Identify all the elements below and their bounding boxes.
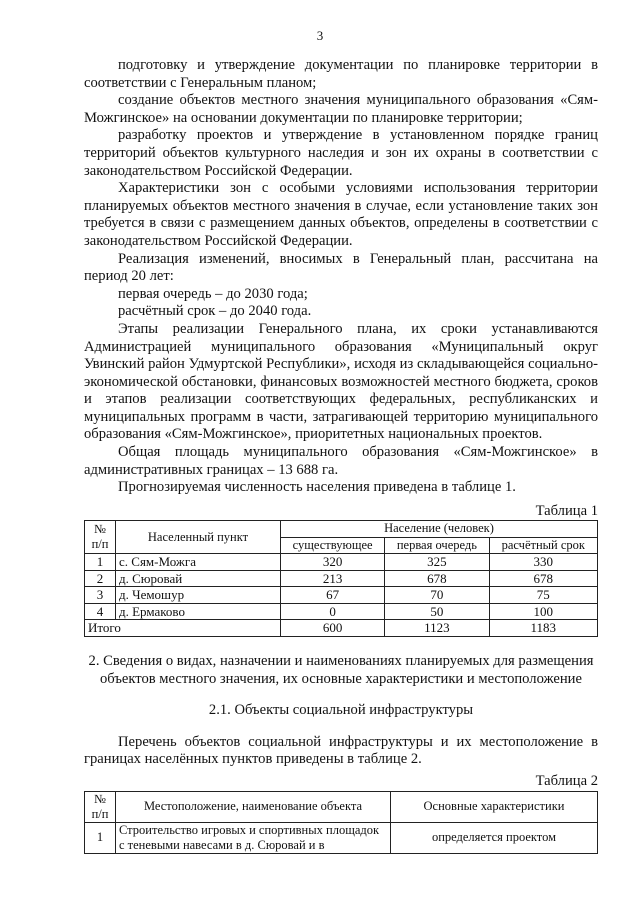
table1-caption: Таблица 1: [535, 502, 598, 519]
row-num: 1: [85, 822, 116, 853]
row-final-stage: 330: [489, 554, 597, 571]
paragraph: Перечень объектов социальной инфраструктуры и их местоположение в границах населённых пунктов приведены в таблице 2.: [84, 733, 598, 768]
header-num: № п/п: [85, 791, 116, 822]
header-name: Населенный пункт: [116, 521, 281, 554]
table-row: [85, 603, 598, 620]
row-final-stage: 100: [489, 603, 597, 620]
row-first-stage: 678: [385, 570, 489, 587]
paragraph: Общая площадь муниципального образования «Сям-Можгинское» в административных границах – 13 688 га.: [84, 444, 598, 478]
row-final-stage: 75: [489, 587, 597, 604]
header-characteristics: Основные характеристики: [391, 791, 598, 822]
row-num: 1: [85, 554, 116, 571]
total-final-stage: 1183: [489, 620, 597, 637]
header-first-stage: первая очередь: [385, 537, 489, 554]
table2-caption: Таблица 2: [535, 772, 598, 789]
row-first-stage: 70: [385, 587, 489, 604]
population-table: [84, 520, 598, 637]
header-final-stage: расчётный срок: [489, 537, 597, 554]
page-number: 3: [316, 28, 324, 43]
row-location: Строительство игровых и спортивных площадок с теневыми навесами в д. Сюровай и в: [116, 822, 391, 853]
document-body: [84, 57, 598, 854]
header-existing: существующее: [281, 537, 385, 554]
row-name: д. Сюровай: [116, 570, 281, 587]
table-row: [85, 554, 598, 571]
header-num: № п/п: [85, 521, 116, 554]
section-2-title: 2. Сведения о видах, назначении и наименованиях планируемых для размещения объектов местного значения, их основные характеристики и местоположение: [88, 652, 594, 687]
section-2-1-title: 2.1. Объекты социальной инфраструктуры: [208, 702, 474, 719]
row-final-stage: 678: [489, 570, 597, 587]
table-total-row: [85, 620, 598, 637]
row-first-stage: 50: [385, 603, 489, 620]
paragraph: Реализация изменений, вносимых в Генеральный план, рассчитана на период 20 лет:: [84, 250, 598, 285]
row-existing: 67: [281, 587, 385, 604]
paragraph: разработку проектов и утверждение в установленном порядке границ территорий объектов культурного наследия и зон их охраны в соответствии с законодательством Российской Федерации.: [84, 127, 598, 179]
row-num: 2: [85, 570, 116, 587]
paragraph: расчётный срок – до 2040 года.: [118, 303, 312, 320]
paragraph: Характеристики зон с особыми условиями использования территории планируемых объектов местного значения в случае, если установление таких зон требуется в связи с размещением данных объектов, определены в соответствии с законодательством Российской Федерации.: [84, 180, 598, 249]
row-characteristics: определяется проектом: [391, 822, 598, 853]
row-name: с. Сям-Можга: [116, 554, 281, 571]
total-first-stage: 1123: [385, 620, 489, 637]
total-label: Итого: [85, 620, 281, 637]
row-existing: 0: [281, 603, 385, 620]
row-name: д. Чемошур: [116, 587, 281, 604]
paragraph: создание объектов местного значения муниципального образования «Сям-Можгинское» на основании документации по планировке территории;: [84, 92, 598, 126]
row-num: 3: [85, 587, 116, 604]
row-existing: 213: [281, 570, 385, 587]
paragraph: Прогнозируемая численность населения приведена в таблице 1.: [118, 479, 516, 496]
header-population: Население (человек): [281, 521, 598, 538]
paragraph: подготовку и утверждение документации по планировке территории в соответствии с Генеральным планом;: [84, 57, 598, 91]
social-objects-table: [84, 791, 598, 854]
paragraph: Этапы реализации Генерального плана, их сроки устанавливаются Администрацией муниципального образования «Муниципальный округ Увинский район Удмуртской Республики», исходя из складывающейся социально-экономической обстановки, финансовых возможностей местного бюджета, сроков и этапов реализации соответствующих федеральных, республиканских и муниципальных программ в части, затрагивающей территорию муниципального образования «Сям-Можгинское», приоритетных национальных проектов.: [84, 320, 598, 443]
table-row: [85, 822, 598, 853]
header-location: Местоположение, наименование объекта: [116, 791, 391, 822]
paragraph: первая очередь – до 2030 года;: [118, 285, 308, 302]
row-existing: 320: [281, 554, 385, 571]
row-first-stage: 325: [385, 554, 489, 571]
table-row: [85, 587, 598, 604]
table-row: [85, 570, 598, 587]
row-name: д. Ермаково: [116, 603, 281, 620]
total-existing: 600: [281, 620, 385, 637]
row-num: 4: [85, 603, 116, 620]
